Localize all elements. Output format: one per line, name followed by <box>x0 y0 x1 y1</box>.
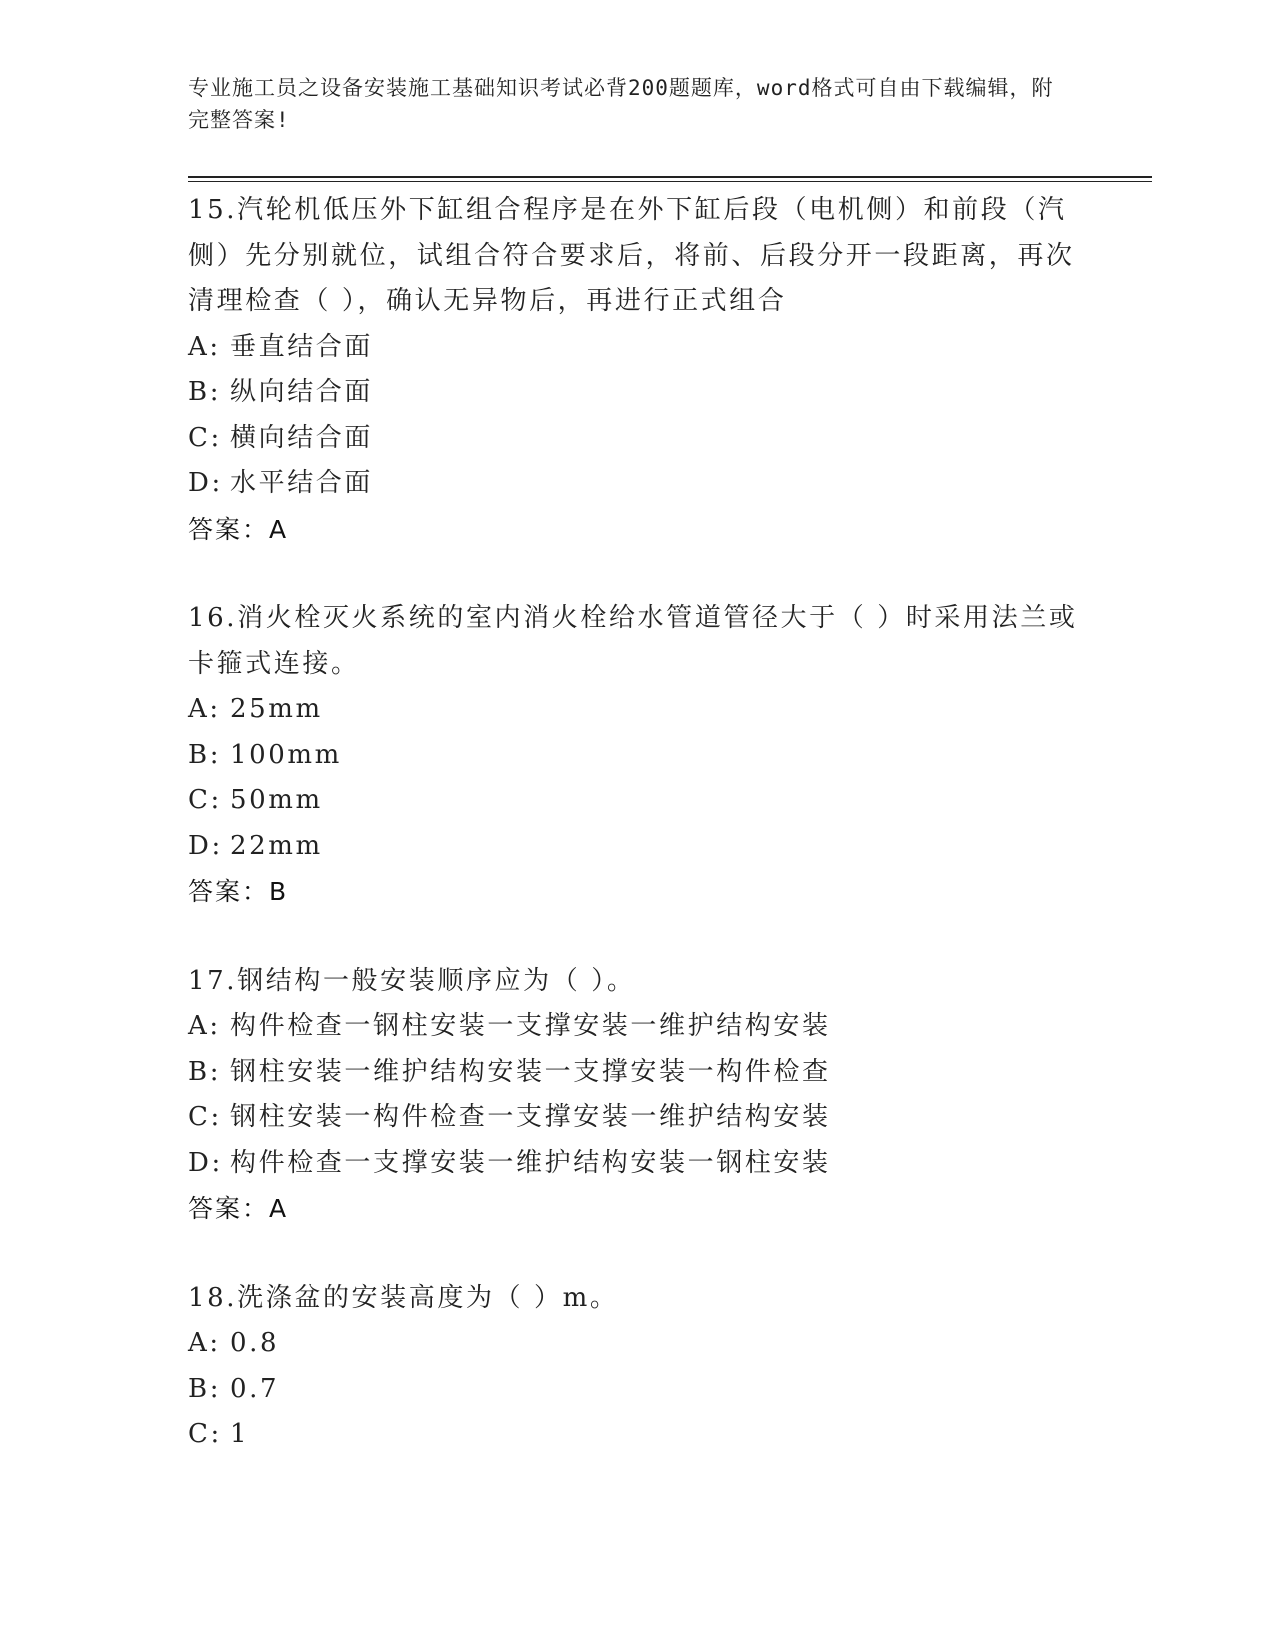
option-d <box>188 1141 1088 1187</box>
option-a <box>188 1321 1088 1367</box>
option-text: 0.8 <box>230 1328 280 1358</box>
question-17 <box>188 959 1088 1232</box>
answer-line: 答案：A <box>188 1194 289 1223</box>
option-c <box>188 416 1088 462</box>
header-rule-thick <box>188 176 1152 178</box>
option-text: 垂直结合面 <box>230 331 374 362</box>
option-key: A: <box>188 1011 221 1041</box>
option-text: 25mm <box>230 694 323 724</box>
question-list <box>188 188 1088 1502</box>
question-15 <box>188 188 1088 552</box>
option-d <box>188 461 1088 507</box>
option-text: 钢柱安装一构件检查一支撑安装一维护结构安装 <box>230 1102 831 1132</box>
question-text: 17.钢结构一般安装顺序应为（ ）。 <box>188 965 636 996</box>
option-text: 水平结合面 <box>230 468 374 498</box>
option-text: 构件检查一钢柱安装一支撑安装一维护结构安装 <box>230 1011 831 1041</box>
option-key: C: <box>188 785 222 815</box>
option-key: B: <box>188 739 222 770</box>
document-header: 专业施工员之设备安装施工基础知识考试必背200题题库，word格式可自由下载编辑，附完整答案! <box>188 76 1054 132</box>
option-key: A: <box>188 694 221 724</box>
option-key: A: <box>188 1328 221 1358</box>
question-text: 15.汽轮机低压外下缸组合程序是在外下缸后段（电机侧）和前段（汽侧）先分别就位，试组合符合要求后，将前、后段分开一段距离，再次清理检查（ ），确认无异物后，再进行正式组合 <box>188 195 1075 316</box>
question-18 <box>188 1276 1088 1458</box>
option-text: 0.7 <box>230 1373 280 1404</box>
option-key: C: <box>188 1419 222 1449</box>
header-rule-thin <box>188 181 1152 182</box>
option-a <box>188 1004 1088 1050</box>
answer-line: 答案：A <box>188 514 289 544</box>
option-key: C: <box>188 422 222 453</box>
option-d <box>188 824 1088 870</box>
option-key: D: <box>188 468 223 498</box>
option-key: A: <box>188 331 221 362</box>
option-text: 100mm <box>230 739 342 770</box>
option-key: C: <box>188 1102 222 1132</box>
option-a <box>188 325 1088 371</box>
option-key: B: <box>188 1056 222 1087</box>
option-key: B: <box>188 1373 222 1404</box>
option-b <box>188 1367 1088 1413</box>
option-key: D: <box>188 830 223 861</box>
option-text: 22mm <box>230 830 323 861</box>
option-text: 50mm <box>230 785 323 815</box>
question-text: 18.洗涤盆的安装高度为（ ）m。 <box>188 1282 619 1313</box>
option-c <box>188 1095 1088 1141</box>
question-text: 16.消火栓灭火系统的室内消火栓给水管道管径大于（ ）时采用法兰或卡箍式连接。 <box>188 603 1078 679</box>
option-text: 纵向结合面 <box>230 377 374 407</box>
option-a <box>188 687 1088 733</box>
option-key: B: <box>188 377 222 407</box>
option-b <box>188 1050 1088 1096</box>
option-c <box>188 1412 1088 1458</box>
option-c <box>188 778 1088 824</box>
option-b <box>188 733 1088 779</box>
option-text: 1 <box>230 1419 250 1449</box>
option-key: D: <box>188 1147 223 1178</box>
option-text: 横向结合面 <box>230 422 374 453</box>
option-b <box>188 370 1088 416</box>
option-text: 钢柱安装一维护结构安装一支撑安装一构件检查 <box>230 1056 831 1087</box>
answer-line: 答案：B <box>188 877 289 906</box>
question-16 <box>188 596 1088 915</box>
option-text: 构件检查一支撑安装一维护结构安装一钢柱安装 <box>230 1147 831 1178</box>
